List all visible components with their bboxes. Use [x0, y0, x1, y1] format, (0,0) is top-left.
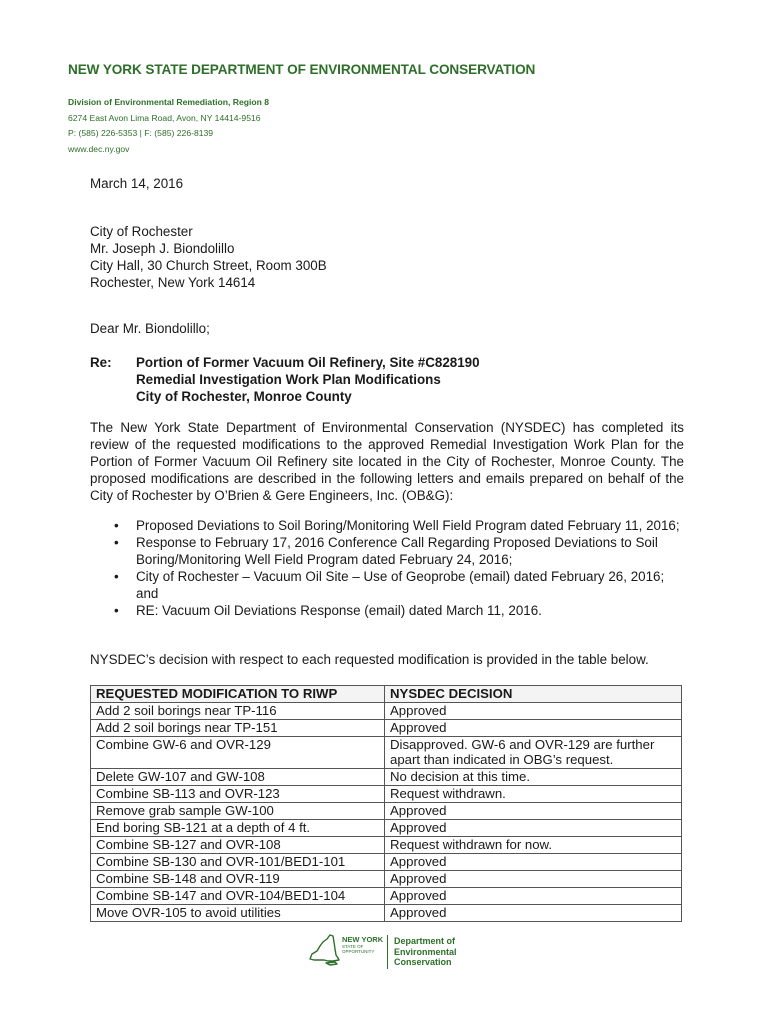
re-line: Remedial Investigation Work Plan Modifications — [136, 371, 441, 387]
bullet-icon: • — [114, 568, 119, 584]
re-line: Portion of Former Vacuum Oil Refinery, Site #C828190 — [136, 355, 480, 370]
decision-cell: Approved — [385, 870, 682, 887]
re-line: City of Rochester, Monroe County — [136, 388, 352, 404]
column-header-modification: REQUESTED MODIFICATION TO RIWP — [91, 686, 385, 703]
re-subject — [136, 355, 480, 406]
phone-fax: P: (585) 226-5353 | F: (585) 226-8139 — [68, 128, 214, 138]
ny-title: NEW YORK — [342, 935, 384, 944]
list-item-text: Proposed Deviations to Soil Boring/Monitoring Well Field Program dated February 11, 2016; — [136, 518, 680, 533]
re-label: Re: — [90, 355, 112, 370]
decision-cell: Disapproved. GW-6 and OVR-129 are further apart than indicated in OBG’s request. — [385, 737, 682, 769]
table-row — [91, 703, 682, 720]
table-row — [91, 887, 682, 904]
division-name: Division of Environmental Remediation, Region 8 — [68, 97, 270, 107]
modification-cell: Combine SB-147 and OVR-104/BED1-104 — [91, 887, 385, 904]
recipient-line: City of Rochester — [90, 224, 193, 239]
dec-wordmark — [394, 936, 457, 968]
ny-subtitle: OPPORTUNITY — [342, 949, 375, 954]
modification-cell: Move OVR-105 to avoid utilities — [91, 904, 385, 921]
modification-documents-list — [90, 518, 690, 619]
decision-cell: No decision at this time. — [385, 768, 682, 785]
decision-cell: Request withdrawn. — [385, 785, 682, 802]
table-row — [91, 785, 682, 802]
bullet-icon: • — [114, 602, 119, 618]
recipient-line: Mr. Joseph J. Biondolillo — [90, 240, 235, 256]
dec-line: Environmental — [394, 946, 457, 957]
table-row — [91, 904, 682, 921]
bullet-icon: • — [114, 518, 119, 533]
table-row — [91, 802, 682, 819]
decision-cell: Approved — [385, 720, 682, 737]
modification-cell: Combine SB-130 and OVR-101/BED1-101 — [91, 853, 385, 870]
decision-cell: Approved — [385, 904, 682, 921]
decision-cell: Approved — [385, 887, 682, 904]
decision-cell: Approved — [385, 703, 682, 720]
recipient-block — [90, 224, 327, 292]
decision-cell: Approved — [385, 802, 682, 819]
list-item — [90, 535, 690, 569]
intro-paragraph: The New York State Department of Environmental Conservation (NYSDEC) has completed its review of the requested modifications to the approved Remedial Investigation Work Plan for the Portion of Former Vacuum Oil Refinery site located in the City of Rochester, Monroe County. The proposed modifications are described in the following letters and emails prepared on behalf of the City of Rochester by O’Brien & Gere Engineers, Inc. (OB&G): — [90, 420, 684, 503]
decision-intro: NYSDEC’s decision with respect to each requested modification is provided in the table below. — [90, 652, 649, 667]
table-row — [91, 768, 682, 785]
table-row — [91, 870, 682, 887]
salutation: Dear Mr. Biondolillo; — [90, 321, 210, 336]
table-header-row — [91, 686, 682, 703]
list-item — [90, 518, 690, 535]
table-row — [91, 853, 682, 870]
modifications-table — [90, 685, 682, 922]
list-item-text: Response to February 17, 2016 Conference Call Regarding Proposed Deviations to Soil Boring/Monitoring Well Field Program dated February 24, 2016; — [136, 534, 658, 567]
letterhead-address-block — [68, 95, 269, 157]
footer-logo — [308, 933, 468, 973]
office-address: 6274 East Avon Lima Road, Avon, NY 14414-9516 — [68, 112, 261, 123]
ny-subtitle: STATE OF — [342, 944, 364, 949]
modification-cell: Combine SB-127 and OVR-108 — [91, 836, 385, 853]
table-row — [91, 720, 682, 737]
table-row — [91, 737, 682, 769]
list-item-text: City of Rochester – Vacuum Oil Site – Use of Geoprobe (email) dated February 26, 2016; and — [136, 568, 665, 601]
decision-cell: Request withdrawn for now. — [385, 836, 682, 853]
recipient-line: Rochester, New York 14614 — [90, 274, 256, 290]
table-row — [91, 836, 682, 853]
modification-cell: Combine SB-148 and OVR-119 — [91, 870, 385, 887]
decision-cell: Approved — [385, 853, 682, 870]
list-item — [90, 569, 690, 603]
agency-title: NEW YORK STATE DEPARTMENT OF ENVIRONMENTAL CONSERVATION — [68, 62, 536, 77]
dec-line: Conservation — [394, 957, 452, 967]
modification-cell: End boring SB-121 at a depth of 4 ft. — [91, 819, 385, 836]
modification-cell: Add 2 soil borings near TP-116 — [91, 703, 385, 720]
modification-cell: Combine GW-6 and OVR-129 — [91, 737, 385, 769]
modification-cell: Add 2 soil borings near TP-151 — [91, 720, 385, 737]
logo-divider — [387, 935, 388, 969]
modification-cell: Combine SB-113 and OVR-123 — [91, 785, 385, 802]
column-header-decision: NYSDEC DECISION — [385, 686, 682, 703]
recipient-line: City Hall, 30 Church Street, Room 300B — [90, 257, 327, 273]
list-item-text: RE: Vacuum Oil Deviations Response (email) dated March 11, 2016. — [136, 602, 542, 618]
table-row — [91, 819, 682, 836]
decision-cell: Approved — [385, 819, 682, 836]
dec-line: Department of — [394, 936, 456, 946]
website-link[interactable]: www.dec.ny.gov — [68, 143, 130, 154]
new-york-state-map-icon — [308, 933, 340, 967]
letter-date: March 14, 2016 — [90, 176, 184, 191]
ny-state-wordmark — [342, 936, 383, 954]
list-item — [90, 603, 690, 620]
modification-cell: Delete GW-107 and GW-108 — [91, 768, 385, 785]
modification-cell: Remove grab sample GW-100 — [91, 802, 385, 819]
bullet-icon: • — [114, 534, 119, 550]
